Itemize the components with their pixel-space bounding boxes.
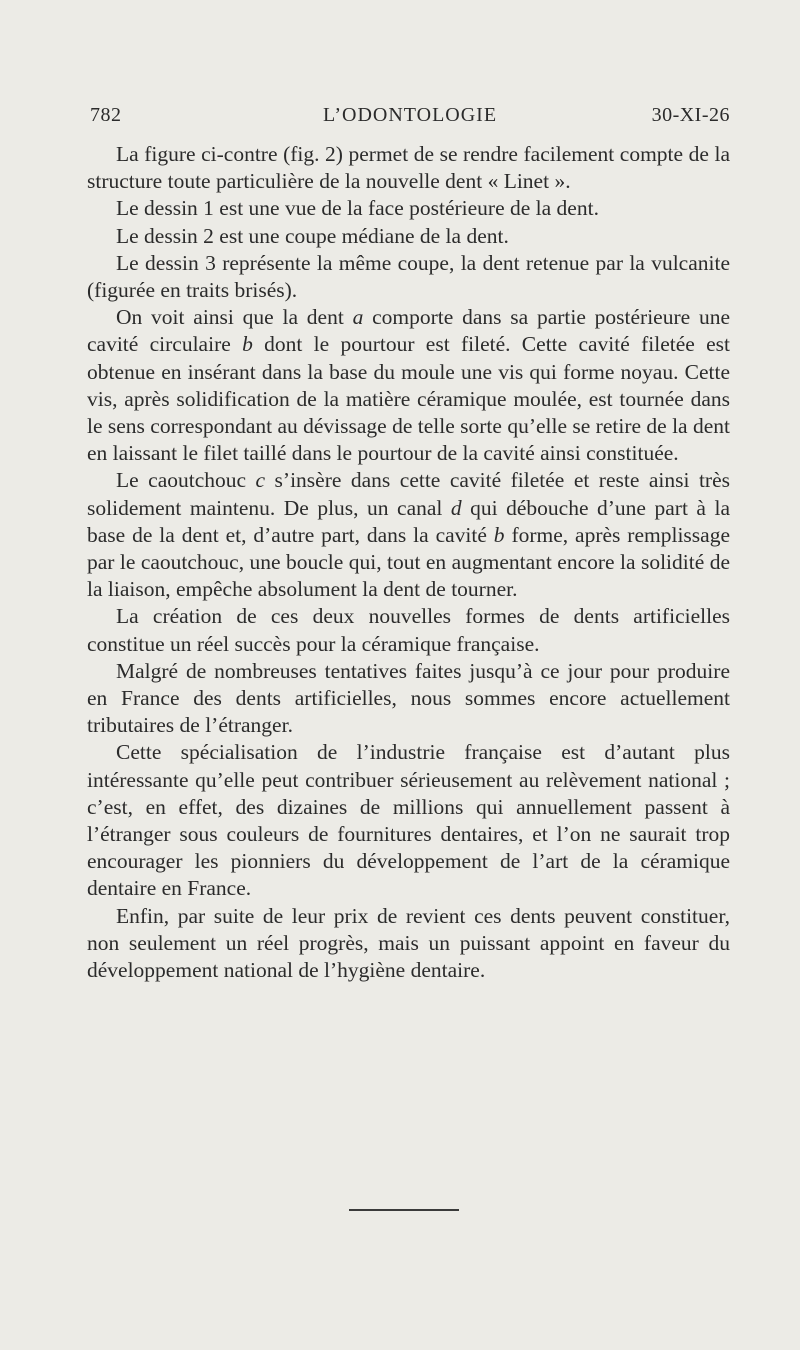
paragraph: La figure ci-contre (fig. 2) permet de se rendre facilement compte de la structure toute particulière de la nouvelle dent « Linet ».: [87, 142, 730, 194]
letter-label: d: [450, 495, 462, 520]
text-run: s’insère dans cette cavité filetée et reste ainsi très solidement maintenu. De plus, un canal: [87, 468, 730, 520]
letter-label: a: [352, 305, 364, 330]
page-number: 782: [90, 104, 122, 126]
paragraph: Malgré de nombreuses tentatives faites jusqu’à ce jour pour produire en France des dents artificielles, nous sommes encore actuellement tributaires de l’étranger.: [87, 658, 730, 738]
paragraph: Le dessin 2 est une coupe médiane de la dent.: [116, 223, 509, 248]
issue-date: 30-XI-26: [651, 104, 730, 126]
letter-label: b: [493, 522, 505, 547]
paragraph: Cette spécialisation de l’industrie française est d’autant plus intéressante qu’elle peut contribuer sérieusement au relèvement national ; c’est, en effet, des dizaines de millions qui annuellement passent à l’étranger sous couleurs de fournitures dentaires, et l’on ne saurait trop encourager les pionniers du développement de l’art de la céramique dentaire en France.: [87, 740, 730, 901]
journal-title: L’ODONTOLOGIE: [322, 104, 498, 126]
text-run: On voit ainsi que la dent: [116, 305, 353, 330]
article-body: [87, 141, 730, 984]
paragraph: Enfin, par suite de leur prix de revient ces dents peuvent constituer, non seulement un réel progrès, mais un puissant appoint en faveur du développement national de l’hygiène dentaire.: [87, 903, 730, 983]
paragraph: La création de ces deux nouvelles formes de dents artificielles constitue un réel succès pour la céramique française.: [87, 604, 730, 656]
text-run: forme, après remplissage par le caoutchouc, une boucle qui, tout en augmentant encore la solidité de la liaison, empêche absolument la dent de tourner.: [87, 522, 730, 602]
text-run: Le caoutchouc: [116, 468, 256, 493]
section-end-rule: [349, 1209, 459, 1211]
text-run: qui débouche d’une part à la base de la dent et, d’autre part, dans la cavité: [87, 495, 730, 547]
paragraph: [87, 304, 730, 467]
paragraph: Le dessin 3 représente la même coupe, la dent retenue par la vulcanite (figurée en traits brisés).: [87, 250, 730, 303]
text-run: comporte dans sa partie postérieure une cavité circulaire: [87, 305, 730, 357]
letter-label: c: [255, 468, 266, 493]
paragraph: [87, 467, 730, 603]
text-run: dont le pourtour est fileté. Cette cavité filetée est obtenue en insérant dans la base du moule une vis qui forme noyau. Cette vis, après solidification de la matière céramique moulée, est tournée dans le sens correspondant au dévissage de telle sorte qu’elle se retire de la dent en laissant le filet taillé dans le pourtour de la cavité ainsi constituée.: [87, 332, 730, 466]
running-header: [90, 104, 730, 130]
paragraph: Le dessin 1 est une vue de la face postérieure de la dent.: [116, 196, 599, 221]
letter-label: b: [242, 332, 253, 357]
